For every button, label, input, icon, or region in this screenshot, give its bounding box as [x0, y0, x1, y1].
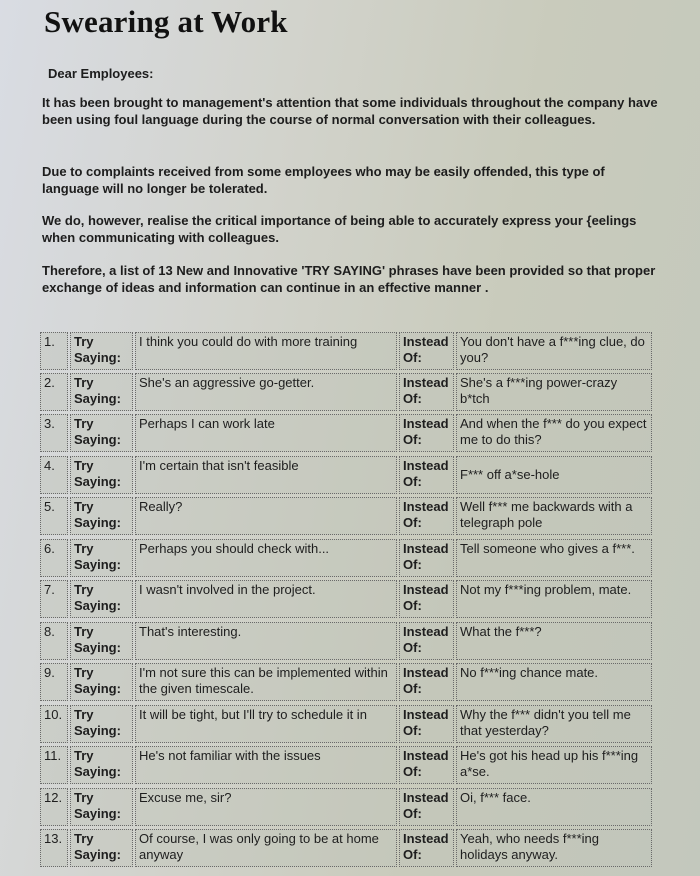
- instead-of-label: Instead Of:: [399, 497, 454, 535]
- table-row: [40, 622, 655, 662]
- instead-of-phrase: And when the f*** do you expect me to do this?: [456, 414, 652, 452]
- row-number: 11.: [40, 746, 68, 784]
- try-saying-phrase: He's not familiar with the issues: [135, 746, 397, 784]
- table-row: [40, 788, 655, 828]
- try-saying-label: Try Saying:: [70, 332, 133, 370]
- row-number: 12.: [40, 788, 68, 826]
- instead-of-phrase: No f***ing chance mate.: [456, 663, 652, 701]
- instead-of-label: Instead Of:: [399, 788, 454, 826]
- try-saying-phrase: She's an aggressive go-getter.: [135, 373, 397, 411]
- table-row: [40, 705, 655, 745]
- try-saying-phrase: Of course, I was only going to be at home anyway: [135, 829, 397, 867]
- instead-of-label: Instead Of:: [399, 746, 454, 784]
- table-row: [40, 746, 655, 786]
- instead-of-phrase: F*** off a*se-hole: [456, 456, 652, 494]
- table-row: [40, 373, 655, 413]
- instead-of-label: Instead Of:: [399, 580, 454, 618]
- row-number: 1.: [40, 332, 68, 370]
- try-saying-label: Try Saying:: [70, 497, 133, 535]
- try-saying-label: Try Saying:: [70, 456, 133, 494]
- try-saying-phrase: Perhaps you should check with...: [135, 539, 397, 577]
- instead-of-label: Instead Of:: [399, 829, 454, 867]
- try-saying-phrase: Perhaps I can work late: [135, 414, 397, 452]
- table-row: [40, 580, 655, 620]
- try-saying-label: Try Saying:: [70, 580, 133, 618]
- instead-of-phrase: You don't have a f***ing clue, do you?: [456, 332, 652, 370]
- table-row: [40, 456, 655, 496]
- row-number: 8.: [40, 622, 68, 660]
- try-saying-phrase: I'm certain that isn't feasible: [135, 456, 397, 494]
- try-saying-label: Try Saying:: [70, 829, 133, 867]
- row-number: 9.: [40, 663, 68, 701]
- try-saying-phrase: I wasn't involved in the project.: [135, 580, 397, 618]
- try-saying-label: Try Saying:: [70, 746, 133, 784]
- table-row: [40, 539, 655, 579]
- try-saying-phrase: It will be tight, but I'll try to schedule it in: [135, 705, 397, 743]
- try-saying-label: Try Saying:: [70, 414, 133, 452]
- instead-of-phrase: Tell someone who gives a f***.: [456, 539, 652, 577]
- instead-of-label: Instead Of:: [399, 456, 454, 494]
- row-number: 6.: [40, 539, 68, 577]
- instead-of-phrase: Why the f*** didn't you tell me that yesterday?: [456, 705, 652, 743]
- instead-of-label: Instead Of:: [399, 373, 454, 411]
- table-row: [40, 663, 655, 703]
- try-saying-label: Try Saying:: [70, 663, 133, 701]
- paragraph-3: We do, however, realise the critical importance of being able to accurately express your {eelings when communicating with colleagues.: [42, 213, 637, 245]
- try-saying-phrase: That's interesting.: [135, 622, 397, 660]
- table-row: [40, 497, 655, 537]
- try-saying-label: Try Saying:: [70, 373, 133, 411]
- try-saying-phrase: Really?: [135, 497, 397, 535]
- row-number: 4.: [40, 456, 68, 494]
- instead-of-phrase: Well f*** me backwards with a telegraph pole: [456, 497, 652, 535]
- try-saying-label: Try Saying:: [70, 539, 133, 577]
- paragraph-2: Due to complaints received from some employees who may be easily offended, this type of language will no longer be tolerated.: [42, 164, 605, 196]
- memo-title: Swearing at Work: [44, 4, 288, 39]
- paragraph-1: It has been brought to management's attention that some individuals throughout the company have been using foul language during the course of normal conversation with their colleagues.: [42, 95, 658, 127]
- greeting: Dear Employees:: [48, 66, 154, 81]
- instead-of-phrase: Not my f***ing problem, mate.: [456, 580, 652, 618]
- try-saying-phrase: I think you could do with more training: [135, 332, 397, 370]
- row-number: 3.: [40, 414, 68, 452]
- row-number: 5.: [40, 497, 68, 535]
- instead-of-label: Instead Of:: [399, 414, 454, 452]
- instead-of-phrase: He's got his head up his f***ing a*se.: [456, 746, 652, 784]
- row-number: 2.: [40, 373, 68, 411]
- row-number: 13.: [40, 829, 68, 867]
- instead-of-phrase: What the f***?: [456, 622, 652, 660]
- try-saying-label: Try Saying:: [70, 788, 133, 826]
- instead-of-label: Instead Of:: [399, 539, 454, 577]
- instead-of-phrase: Yeah, who needs f***ing holidays anyway.: [456, 829, 652, 867]
- table-row: [40, 414, 655, 454]
- table-row: [40, 829, 655, 869]
- try-saying-label: Try Saying:: [70, 705, 133, 743]
- row-number: 7.: [40, 580, 68, 618]
- instead-of-phrase: She's a f***ing power-crazy b*tch: [456, 373, 652, 411]
- try-saying-phrase: Excuse me, sir?: [135, 788, 397, 826]
- try-saying-label: Try Saying:: [70, 622, 133, 660]
- instead-of-label: Instead Of:: [399, 663, 454, 701]
- paragraph-4: Therefore, a list of 13 New and Innovative 'TRY SAYING' phrases have been provided so that proper exchange of ideas and information can continue in an effective manner .: [42, 263, 656, 295]
- instead-of-label: Instead Of:: [399, 705, 454, 743]
- instead-of-phrase: Oi, f*** face.: [456, 788, 652, 826]
- try-saying-phrase: I'm not sure this can be implemented within the given timescale.: [135, 663, 397, 701]
- instead-of-label: Instead Of:: [399, 332, 454, 370]
- row-number: 10.: [40, 705, 68, 743]
- instead-of-label: Instead Of:: [399, 622, 454, 660]
- table-row: [40, 332, 655, 372]
